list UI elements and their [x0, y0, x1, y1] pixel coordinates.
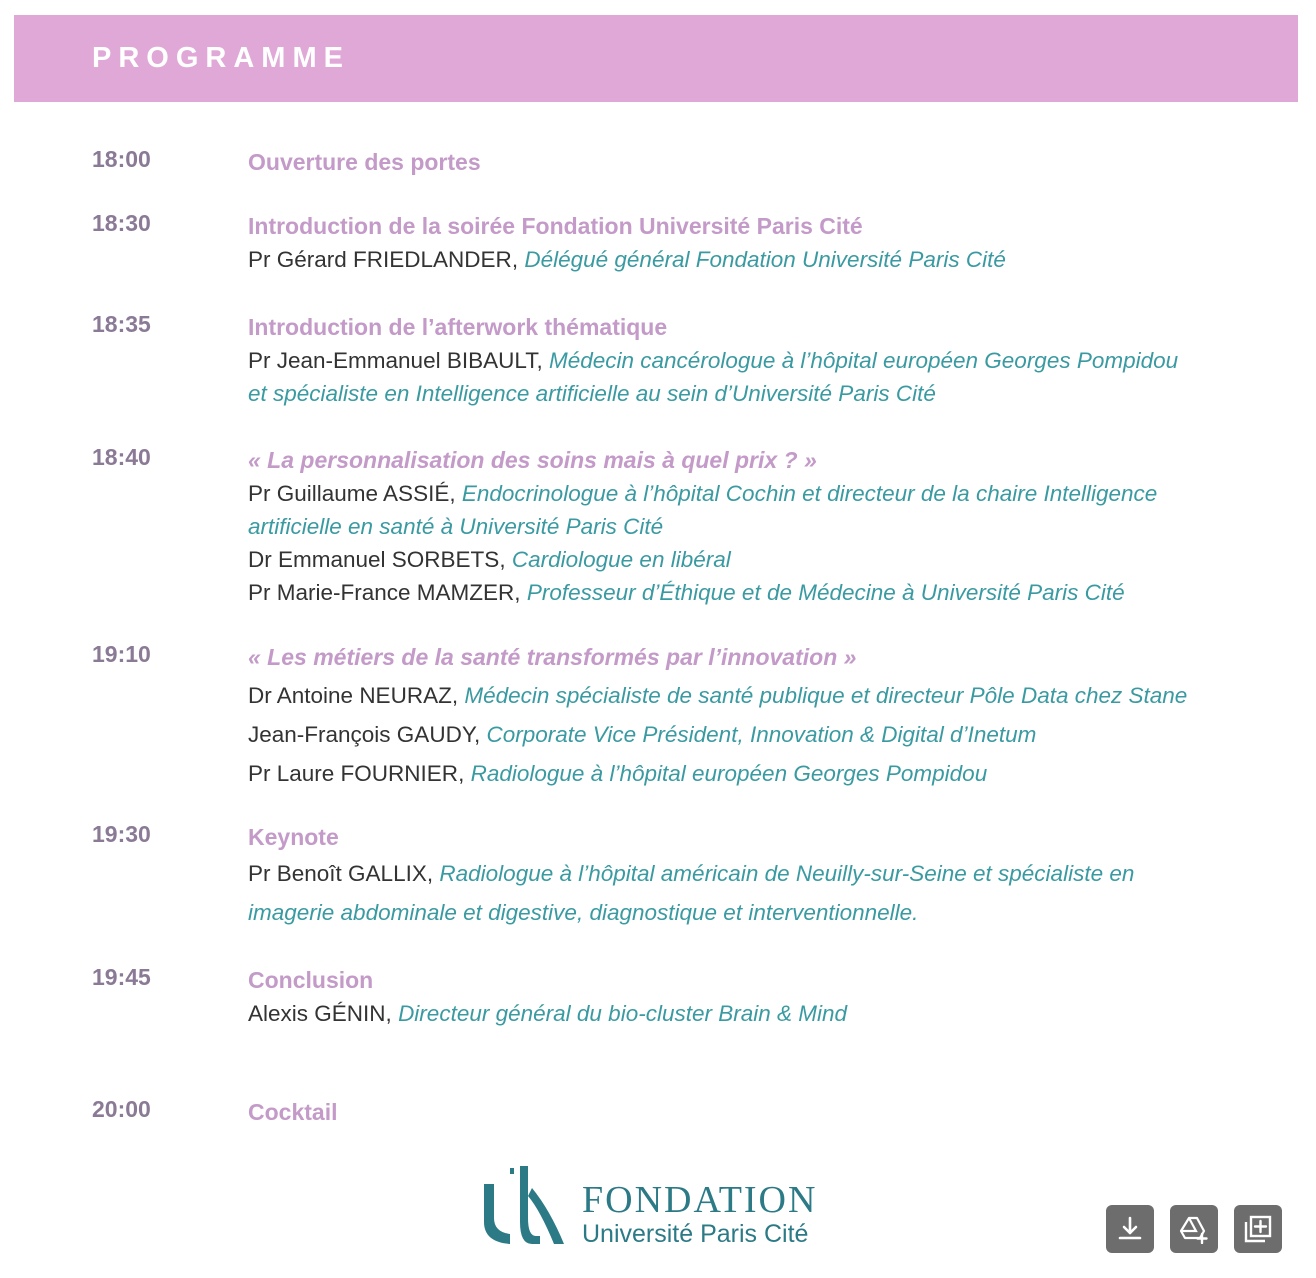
- speaker-role: Endocrinologue à l’hôpital Cochin et directeur de la chaire Intelligence: [461, 481, 1158, 506]
- speaker: Pr Gérard FRIEDLANDER, Délégué général Fondation Université Paris Cité: [248, 247, 1006, 272]
- program-time: 19:30: [92, 821, 151, 847]
- program-time: 18:30: [92, 210, 151, 236]
- logo-mark-icon: [480, 1166, 570, 1248]
- program-time: 20:00: [92, 1096, 151, 1122]
- speaker-name: Pr Laure FOURNIER: [248, 761, 459, 786]
- speaker-name: Pr Guillaume ASSIÉ: [248, 481, 450, 506]
- speaker-role: Corporate Vice Président, Innovation & Digital d’Inetum: [486, 722, 1037, 747]
- speaker-name: Dr Antoine NEURAZ: [248, 683, 452, 708]
- speaker: Dr Antoine NEURAZ, Médecin spécialiste de santé publique et directeur Pôle Data chez Stane: [248, 683, 1188, 708]
- add-to-collection-button[interactable]: [1234, 1205, 1282, 1253]
- program-time: 18:40: [92, 444, 151, 470]
- download-icon: [1115, 1214, 1145, 1244]
- program-title: « La personnalisation des soins mais à quel prix ? »: [248, 447, 817, 473]
- add-to-collection-icon: [1243, 1214, 1273, 1244]
- program-title: Keynote: [248, 824, 339, 850]
- speaker: Alexis GÉNIN, Directeur général du bio-cluster Brain & Mind: [248, 1001, 848, 1026]
- speaker-name: Jean-François GAUDY: [248, 722, 474, 747]
- program-time: 19:10: [92, 641, 151, 667]
- speaker-role: Médecin cancérologue à l’hôpital européen Georges Pompidou: [548, 348, 1179, 373]
- speaker-name: Pr Benoît GALLIX: [248, 861, 427, 886]
- program-title: Conclusion: [248, 967, 374, 993]
- speaker-role: Directeur général du bio-cluster Brain & Mind: [398, 1001, 848, 1026]
- program-title: Ouverture des portes: [248, 149, 481, 175]
- program-time: 19:45: [92, 964, 151, 990]
- drive-add-icon: [1179, 1214, 1209, 1244]
- speaker-role: et spécialiste en Intelligence artificielle au sein d’Université Paris Cité: [248, 381, 936, 406]
- speaker-role: Cardiologue en libéral: [511, 547, 731, 572]
- program-title: Introduction de la soirée Fondation Université Paris Cité: [248, 213, 863, 239]
- download-button[interactable]: [1106, 1205, 1154, 1253]
- speaker: Jean-François GAUDY, Corporate Vice Président, Innovation & Digital d’Inetum: [248, 722, 1037, 747]
- speaker: Dr Emmanuel SORBETS, Cardiologue en libéral: [248, 547, 731, 572]
- speaker-role: Médecin spécialiste de santé publique et directeur Pôle Data chez Stane: [464, 683, 1188, 708]
- speaker-role: Délégué général Fondation Université Paris Cité: [524, 247, 1006, 272]
- logo-title: FONDATION: [582, 1179, 818, 1221]
- page-title: PROGRAMME: [92, 42, 350, 74]
- speaker-role: imagerie abdominale et digestive, diagnostique et interventionnelle.: [248, 900, 919, 925]
- speaker: Pr Marie-France MAMZER, Professeur d’Éthique et de Médecine à Université Paris Cité: [248, 580, 1125, 605]
- program-title: Introduction de l’afterwork thématique: [248, 314, 668, 340]
- speaker: Pr Benoît GALLIX, Radiologue à l’hôpital américain de Neuilly-sur-Seine et spécialiste en: [248, 861, 1135, 886]
- speaker: Pr Guillaume ASSIÉ, Endocrinologue à l’hôpital Cochin et directeur de la chaire Intelligence: [248, 481, 1158, 506]
- speaker-name: Pr Gérard FRIEDLANDER: [248, 247, 512, 272]
- programme-header: [14, 15, 1298, 102]
- speaker-name: Dr Emmanuel SORBETS: [248, 547, 500, 572]
- program-title: « Les métiers de la santé transformés par l’innovation »: [248, 644, 857, 670]
- save-to-drive-button[interactable]: [1170, 1205, 1218, 1253]
- speaker-name: Pr Marie-France MAMZER: [248, 580, 515, 605]
- program-title: Cocktail: [248, 1099, 338, 1125]
- speaker-role: Professeur d’Éthique et de Médecine à Université Paris Cité: [526, 580, 1125, 605]
- speaker-role: artificielle en santé à Université Paris Cité: [248, 514, 664, 539]
- speaker: Pr Jean-Emmanuel BIBAULT, Médecin cancérologue à l’hôpital européen Georges Pompidou: [248, 348, 1179, 373]
- program-time: 18:00: [92, 146, 151, 172]
- logo-subtitle: Université Paris Cité: [582, 1220, 809, 1248]
- speaker-role: Radiologue à l’hôpital européen Georges Pompidou: [470, 761, 988, 786]
- program-time: 18:35: [92, 311, 151, 337]
- speaker-name: Alexis GÉNIN: [248, 1001, 386, 1026]
- speaker: Pr Laure FOURNIER, Radiologue à l’hôpital européen Georges Pompidou: [248, 761, 988, 786]
- speaker-name: Pr Jean-Emmanuel BIBAULT: [248, 348, 537, 373]
- fondation-logo: [480, 1166, 840, 1248]
- speaker-role: Radiologue à l’hôpital américain de Neuilly-sur-Seine et spécialiste en: [439, 861, 1135, 886]
